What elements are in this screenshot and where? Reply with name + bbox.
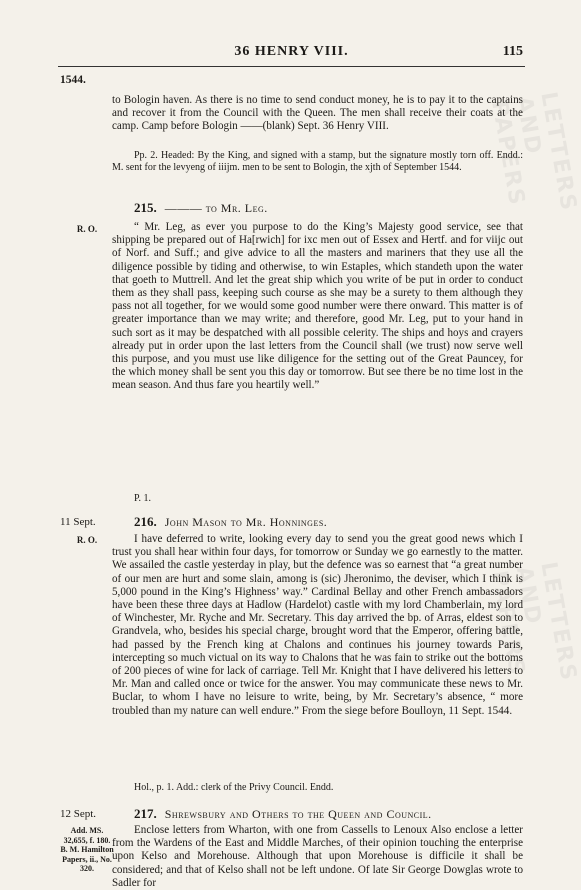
- note-text: Hol., p. 1. Add.: clerk of the Privy Council. Endd.: [134, 782, 334, 793]
- entry-body-217: [112, 824, 523, 890]
- watermark: LETTERS AND PAPERS: [486, 560, 581, 684]
- header-rule: [58, 66, 525, 67]
- margin-year: 1544.: [60, 74, 86, 86]
- paragraph: Enclose letters from Wharton, with one from Cassells to Lenoux Also enclose a letter from the Wardens of the East and Middle Marches, of their opinion touching the enterprise upon Kelso and Morehouse. Although that upon Morehouse is difficile it shall be considered; and that of Kelso shall not be left undone. Of late Sir George Dowglas wrote to Sadler for: [112, 824, 523, 889]
- entry-number: 215.: [134, 200, 157, 215]
- margin-date: 11 Sept.: [60, 516, 96, 528]
- watermark: LETTERS AND PAPERS: [486, 90, 581, 214]
- running-header: [60, 44, 523, 64]
- entry-number: 216.: [134, 514, 157, 529]
- entry-note: [112, 782, 523, 794]
- note-text: Pp. 2. Headed: By the King, and signed with a stamp, but the signature mostly torn off. Endd.: M. sent for the levyeng of iiijm. men to be sent to Bologin, the xjth of September 1544.: [112, 150, 523, 174]
- entry-heading-217: [112, 806, 523, 822]
- entry-body-216: [112, 533, 523, 718]
- page-title: 36 HENRY VIII.: [234, 44, 349, 59]
- margin-source: R. O.: [76, 535, 98, 545]
- page-number: 115: [502, 44, 523, 59]
- margin-date: 12 Sept.: [60, 808, 97, 820]
- margin-source: R. O.: [76, 224, 98, 234]
- entry-note: [112, 493, 523, 505]
- entry-heading-216: [112, 514, 523, 530]
- paragraph: to Bologin haven. As there is no time to send conduct money, he is to pay it to the captains and recover it from the Council with the Queen. The men shall receive their coats at the camp. Camp before Bologin ——(blank) Sept. 36 Henry VIII.: [112, 94, 523, 133]
- margin-source: Add. MS. 32,655, f. 180. B. M. Hamilton Papers, ii., No. 320.: [60, 826, 114, 873]
- note-text: P. 1.: [134, 493, 151, 504]
- paragraph: “ Mr. Leg, as ever you purpose to do the King’s Majesty good service, see that shipping be prepared out of Ha[rwich] for ixc men out of Essex and Hertf. and for viijc out of Norf. and Suff.; and give advice to all the masters and mariners that they use all the diligence possible by tiding and otherwise, to win Estaples, which standeth upon the water that goeth to Muttrell. And let the great ship which you write of be put in order to conduct them as they shall pass, keeping such course as she may be a surety to them although they pass not all together, for we would some good number were there onward. This matter is of greater importance than we may write; and therefore, good Mr. Leg, put to your hand in such sort as it may be despatched with all possible celerity. The ships and hoys and crayers already put in order upon the last letters from the Council shall (we trust) now serve well this purpose, and you must use like diligence for the setting out of the Great Pauncey, for the which money shall be sent you this day or tomorrow. But see there be no time lost in the mean season. And thus fare you heartily well.”: [112, 221, 523, 392]
- entry-title: ——— to Mr. Leg.: [164, 201, 268, 215]
- entry-heading-215: [112, 200, 523, 216]
- entry-title: John Mason to Mr. Honninges.: [164, 515, 328, 529]
- entry-title: Shrewsbury and Others to the Queen and Council.: [164, 807, 432, 821]
- paragraph: I have deferred to write, looking every day to send you the great good news which I trust you shall hear within four days, for tomorrow or Sunday we go earnestly to the matter. We assailed the castle yesterday in play, but the defence was so earnest that “a great number of our men are hurt and some slain, among is (sic) Jheronimo, the deviser, which I think is 5,000 pound in the King’s Highness’ way.” Cardinal Bellay and other French ambassadors have been these three days at Hadlow (Hardelot) castle with my lord Chamberlain, my lord of Winchester, Mr. Ryche and Mr. Secretary. This day arrived the bp. of Arras, eldest son to Grandvela, who, besides his special charge, brought word that the Emperor, offering battle, had passed by the French king at Chalons and continues his journey towards Paris, intercepting so much victual on its way to Chalons that he was fain to strike out the bottoms of 200 pieces of wine for lack of carriage. Tell Mr. Knight that I have delivered his letters to Mr. Man and called once or twice for the answer. You may communicate these news to Mr. Buclar, to whom I have no leisure to write, being, by Mr. Secretary’s absence, “ more troubled than my nature can well endure.” From the siege before Boulloyn, 11 Sept. 1544.: [112, 533, 523, 717]
- entry-body-215: [112, 221, 523, 393]
- continued-text: [112, 94, 523, 134]
- entry-note: [112, 150, 523, 174]
- entry-number: 217.: [134, 806, 157, 821]
